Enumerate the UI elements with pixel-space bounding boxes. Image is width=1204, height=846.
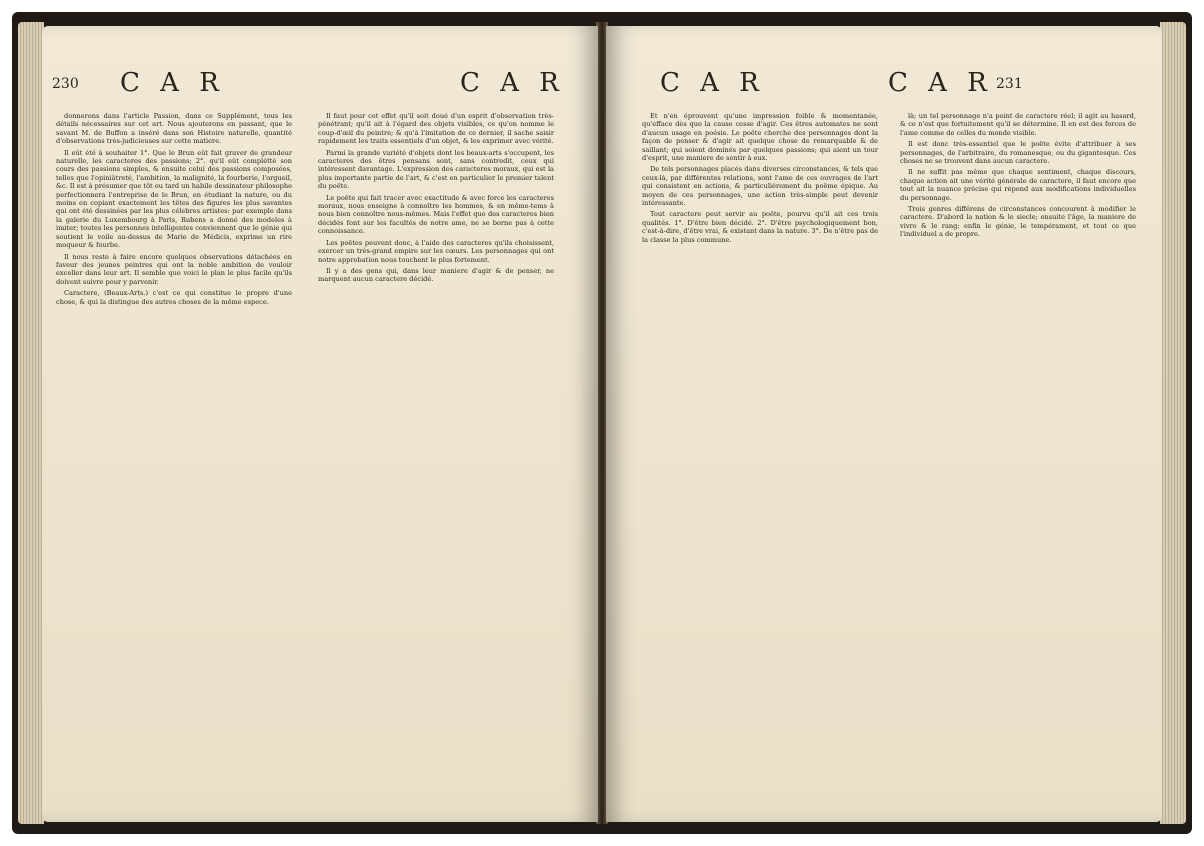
text-column-2 — [318, 112, 554, 802]
paragraph: Les poëtes peuvent donc, à l'aide des caracteres qu'ils choisissent, exercer un très-grand empire sur les cœurs. Les personnages qui ont notre approbation nous touchent le plus fortement. — [318, 238, 554, 264]
paragraph: Il eût été à souhaiter 1°. Que le Brun eût fait graver de grandeur naturelle, les caracteres des passions; 2°. qu'il eût complétté son cours des passions simples, & ensuite celui des passions composées, telles que l'opiniâtreté, l'ambition, la malignité, la fourberie, l'orgueil, &c. Il est à présumer que tôt ou tard un habile dessinateur philosophe perfectionnera l'entreprise de le Brun, en étudiant la nature, ou du moins en copiant exactement les têtes des figures les plus savantes qui ont été dessinées par les plus célebres artistes: par exemple dans la galerie du Luxembourg à Paris, Rubens a donné des modeles à imiter; toutes les personnes intelligentes conviennent que le génie qui soutient le voile au-dessus de Marie de Médicis, exprime un rire moqueur & fourbe. — [56, 148, 292, 250]
right-page-header — [606, 68, 1162, 110]
running-head: C A R — [120, 68, 225, 98]
right-page — [606, 26, 1162, 822]
paragraph: Parmi la grande variété d'objets dont les beaux-arts s'occupent, les caracteres des êtres pensans sont, sans contredit, ceux qui intéressent davantage. L'expression des caracteres moraux, qui est la plus importante partie de l'art, & c'est en particulier le premier talent du poëte. — [318, 148, 554, 191]
text-column-1 — [56, 112, 292, 802]
paragraph: donnerons dans l'article Passion, dans ce Supplément, tous les détails nécessaires sur cet art. Nous ajouterons en passant, que le savant M. de Buffon a inséré dans son Histoire naturelle, quantité d'observations très-judicieuses sur cette matiere. — [56, 112, 292, 146]
running-head: C A R — [888, 68, 993, 98]
paragraph: Il ne suffit pas même que chaque sentiment, chaque discours, chaque action ait une vérité générale de caractere, il faut encore que tout ait la nuance précise qui répond aux modifications individuelles du personnage. — [900, 168, 1136, 202]
left-page — [42, 26, 598, 822]
left-page-header — [42, 68, 598, 110]
text-column-2 — [900, 112, 1136, 802]
paragraph: De tels personnages placés dans diverses circonstances, & tels que ceux-là, par différentes relations, sont l'ame de ces ouvrages de l'art qui consistent en actions, & particuliérement du poëme épique. Au moyen de ces personnages, une action très-simple peut devenir intéressante. — [642, 165, 878, 208]
paragraph: là; un tel personnage n'a point de caractere réel; il agit au hasard, & ce n'est que fortuitement qu'il se détermine. Il en est des forces de l'ame comme de celles du monde visible. — [900, 112, 1136, 137]
paragraph: Il est donc très-essentiel que le poëte évite d'attribuer à ses personnages, de l'arbitraire, du romanesque, ou du gigantesque. Ces choses ne se trouvent dans aucun caractere. — [900, 140, 1136, 166]
paragraph: Il y a des gens qui, dans leur maniere d'agir & de penser, ne marquent aucun caractere décidé. — [318, 266, 554, 284]
page-number: 230 — [52, 76, 79, 92]
page-edges-right — [1160, 22, 1186, 824]
paragraph: Trois genres différens de circonstances concourent à modifier le caractere. D'abord la nation & le siecle; ensuite l'âge, la maniere de vivre & le rang; enfin le génie, le tempérament, et tout ce que l'individuel a de propre. — [900, 205, 1136, 239]
open-book — [12, 12, 1192, 834]
paragraph: Caractere, (Beaux-Arts.) c'est ce qui constitue le propre d'une chose, & qui la distingue des autres choses de la même espece. — [56, 289, 292, 306]
paragraph: Le poëte qui fait tracer avec exactitude & avec force les caracteres moraux, nous enseigne à connoître les hommes, & en même-tems à nous bien connoître nous-mêmes. Mais l'effet que des caracteres bien décidés font sur les facultés de notre ame, ne se borne pas à cette connoissance. — [318, 193, 554, 236]
page-number: 231 — [996, 76, 1023, 92]
paragraph: Et n'en éprouvent qu'une impression foible & momentanée, qu'efface dès que la cause cesse d'agir. Ces êtres automates ne sont d'aucun usage en poésie. Le poëte cherche des personnages dont la façon de penser & d'agir ait quelque chose de remarquable & de saillant; qui soient dominés par quelques passions; qui aient un tour d'esprit, une maniere de sentir à eux. — [642, 112, 878, 163]
paragraph: Tout caractere peut servir au poëte, pourvu qu'il ait ces trois qualités. 1°. D'être bien décidé. 2°. D'être psychologiquement bon, c'est-à-dire, d'être vrai, & existant dans la nature. 3°. De n'être pas de la classe la plus commune. — [642, 210, 878, 244]
text-column-1 — [642, 112, 878, 802]
paragraph: Il faut pour cet effet qu'il soit doué d'un esprit d'observation très-pénétrant; qu'il ait à l'égard des objets visibles, ce qu'on nomme le coup-d'œil du peintre; & qu'à l'imitation de ce dernier, il sache saisir rapidement les traits essentiels d'un objet, & les exprimer avec vérité. — [318, 112, 554, 146]
page-edges-left — [18, 22, 44, 824]
running-head: C A R — [460, 68, 565, 98]
paragraph: Il nous reste à faire encore quelques observations détachées en faveur des jeunes peintres qui ont la noble ambition de vouloir exceller dans leur art. Il semble que voici le plan le plus facile qu'ils doivent suivre pour y parvenir. — [56, 252, 292, 286]
running-head: C A R — [660, 68, 765, 98]
